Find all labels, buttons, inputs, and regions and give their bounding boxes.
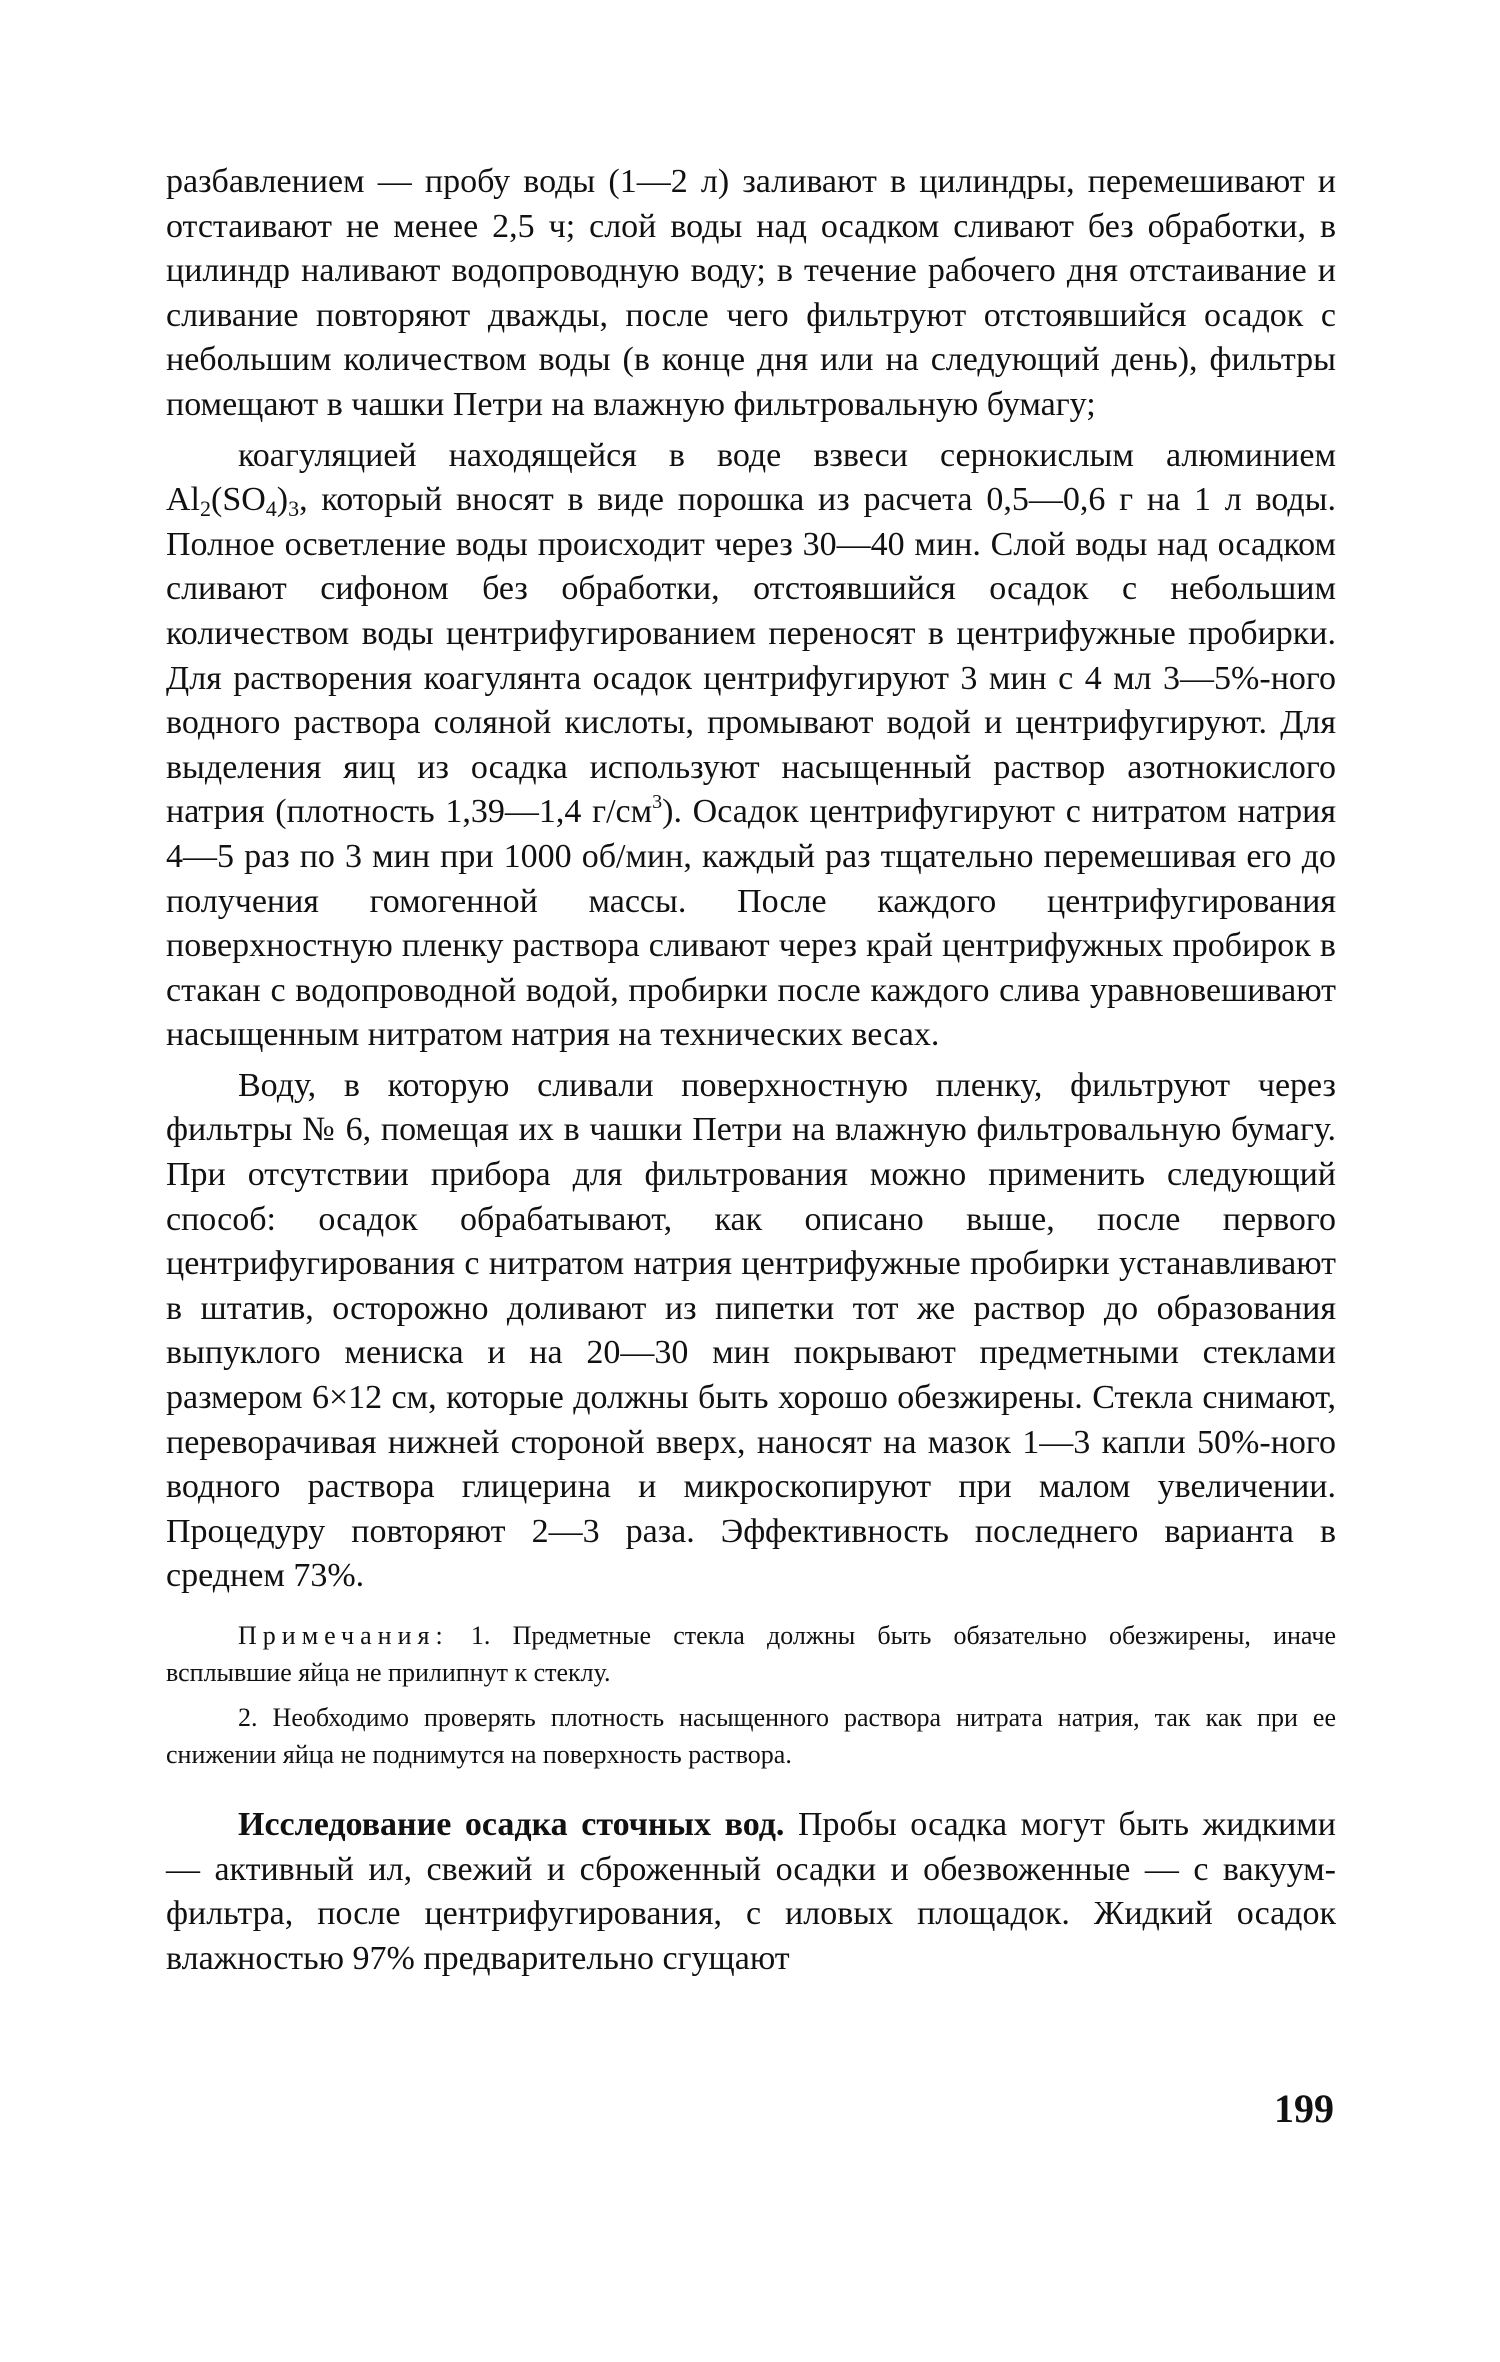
paragraph-text: разбавлением — пробу воды (1—2 л) заливают в цилиндры, перемешивают и отстаивают не менее 2,5 ч; слой воды над осадком сливают без обработки, в цилиндр наливают водопроводную воду; в течение рабочего дня отстаивание и сливание повторяют дважды, после чего фильтруют отстоявшийся осадок с небольшим количеством воды (в конце дня или на следующий день), фильтры помещают в чашки Петри на влажную фильтровальную бумагу; [166, 163, 1336, 423]
paragraph-dilution [166, 160, 1336, 428]
page-body [166, 160, 1336, 1981]
paragraph-text: , который вносят в виде порошка из расчета 0,5—0,6 г на 1 л воды. Полное осветление воды происходит через 30—40 мин. Слой воды над осадком сливают сифоном без обработки, отстоявшийся осадок с небольшим количеством воды центрифугированием переносят в центрифужные пробирки. Для растворения коагулянта осадок центрифугируют 3 мин с 4 мл 3—5%-ного водного раствора соляной кислоты, промывают водой и центрифугируют. Для выделения яиц из осадка используют насыщенный раствор азотнокислого натрия (плотность 1,39—1,4 г/см [166, 481, 1336, 831]
superscript: 3 [652, 791, 663, 814]
subscript: 3 [288, 496, 300, 522]
formula-part: (SO [211, 481, 266, 519]
paragraph-text: Воду, в которую сливали поверхностную пленку, фильтруют через фильтры № 6, помещая их в чашки Петри на влажную фильтровальную бумагу. При отсутствии прибора для фильтрования можно применить следующий способ: осадок обрабатывают, как описано выше, после первого центрифугирования с нитратом натрия центрифужные пробирки устанавливают в штатив, осторожно доливают из пипетки тот же раствор до образования выпуклого мениска и на 20—30 мин покрывают предметными стеклами размером 6×12 см, которые должны быть хорошо обезжирены. Стекла снимают, переворачивая нижней стороной вверх, наносят на мазок 1—3 капли 50%-ного водного раствора глицерина и микроскопируют при малом увеличении. Процедуру повторяют 2—3 раза. Эффективность последнего варианта в среднем 73%. [166, 1066, 1336, 1595]
notes-label: Примечания: [238, 1621, 449, 1650]
paragraph-text: ). Осадок центрифугируют с нитратом натрия 4—5 раз по 3 мин при 1000 об/мин, каждый раз тщательно перемешивая его до получения гомогенной массы. После каждого центрифугирования поверхностную пленку раствора сливают через край центрифужных пробирок в стакан с водопроводной водой, пробирки после каждого слива уравновешивают насыщенным нитратом натрия на технических весах. [166, 793, 1337, 1054]
page-number: 199 [1274, 2086, 1334, 2131]
section-text: Пробы осадка могут быть жидкими — активный ил, свежий и сброженный осадки и обезвоженные — с вакуум-фильтра, после центрифугирования, с иловых площадок. Жидкий осадок влажностью 97% предварительно сгущают [166, 1806, 1336, 1977]
note-1 [166, 1617, 1336, 1691]
subscript: 2 [200, 496, 211, 522]
paragraph-filtration [166, 1064, 1336, 1599]
paragraph-coagulation [166, 434, 1336, 1058]
section-sediment [166, 1803, 1336, 1981]
notes-block [166, 1617, 1336, 1773]
section-heading: Исследование осадка сточных вод. [238, 1806, 785, 1843]
note-text: 2. Необходимо проверять плотность насыщенного раствора нитрата натрия, так как при ее снижении яйца не поднимутся на поверхность раствора. [166, 1703, 1336, 1769]
paragraph-text: коагуляцией находящейся в воде взвеси сернокислым алюминием Al [166, 436, 1336, 519]
note-text: 1. Предметные стекла должны быть обязательно обезжирены, иначе всплывшие яйца не прилипнут к стеклу. [166, 1621, 1337, 1687]
subscript: 4 [265, 496, 277, 522]
formula-part: ) [276, 481, 289, 519]
note-2 [166, 1699, 1336, 1773]
